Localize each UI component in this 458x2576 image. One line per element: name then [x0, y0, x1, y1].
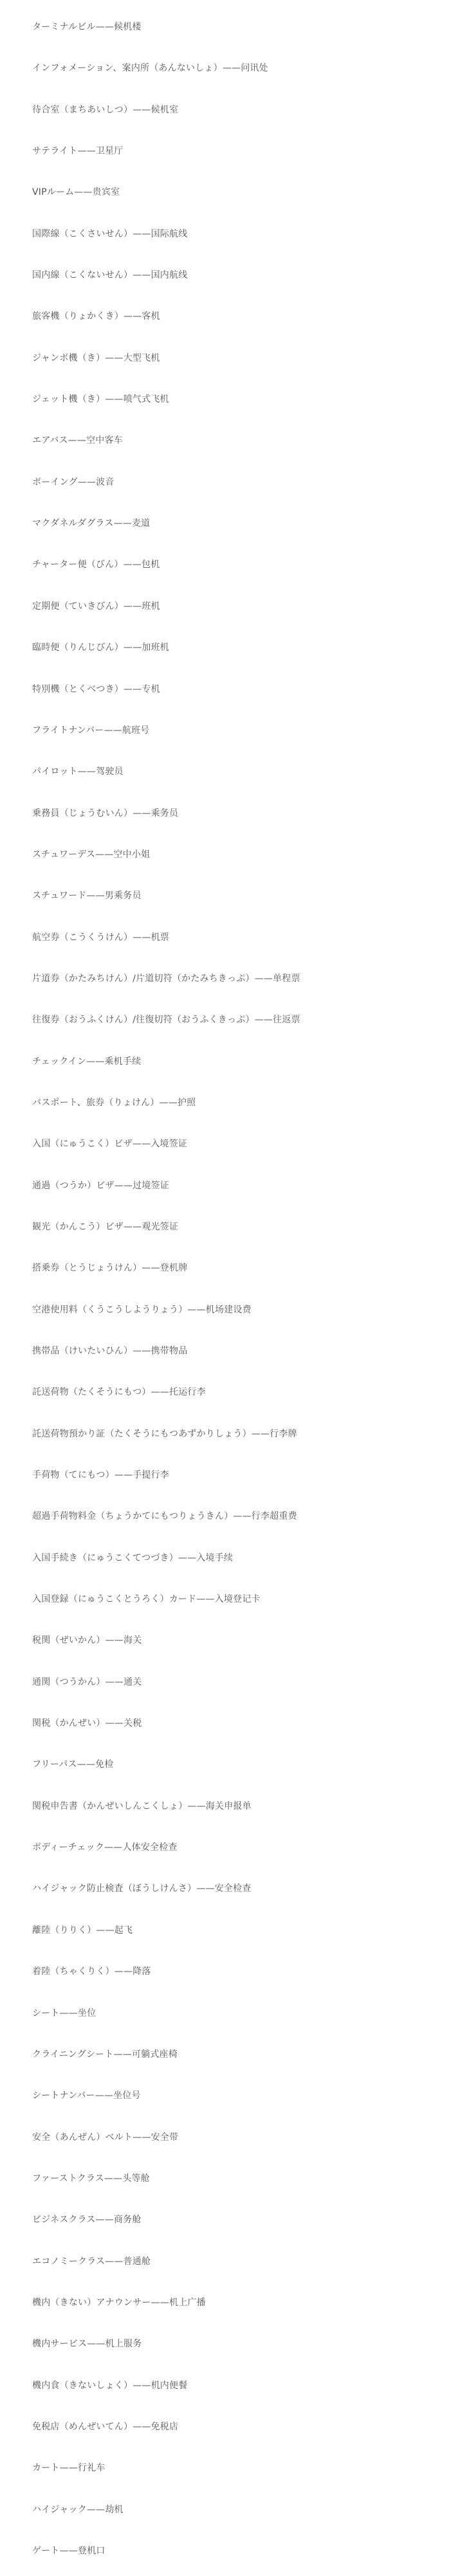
vocabulary-item: 乗務員（じょうむいん）——乘务员	[32, 808, 179, 819]
vocabulary-item: 国内線（こくないせん）——国内航线	[32, 270, 188, 281]
vocabulary-list	[32, 11, 445, 2576]
vocabulary-item: 入国登録（にゅうこくとうろく）カード——入境登记卡	[32, 1594, 261, 1605]
vocabulary-item: 通関（つうかん）——通关	[32, 1676, 142, 1687]
vocabulary-item: ビジネスクラス——商务舱	[32, 2215, 142, 2226]
vocabulary-item: ゲート——登机口	[32, 2545, 105, 2556]
vocabulary-item: 機内サービス——机上服务	[32, 2339, 142, 2350]
vocabulary-item: エアバス——空中客车	[32, 435, 123, 446]
vocabulary-item: 機内食（きないしょく）——机内便餐	[32, 2380, 188, 2391]
vocabulary-item: カート——行礼车	[32, 2463, 105, 2474]
vocabulary-item: 臨時便（りんじびん）——加班机	[32, 642, 169, 653]
vocabulary-item: 離陸（りりく）——起飞	[32, 1925, 133, 1936]
vocabulary-item: 航空券（こうくうけん）——机票	[32, 932, 169, 943]
vocabulary-item: フリーパス——免检	[32, 1759, 114, 1770]
vocabulary-item: クライニングシート——可躺式座椅	[32, 2049, 178, 2060]
vocabulary-item: 空港使用料（くうこうしようりょう）——机场建设费	[32, 1304, 252, 1315]
vocabulary-item: ファーストクラス——头等舱	[32, 2173, 150, 2184]
vocabulary-item: 機内（きない）アナウンサー——机上广播	[32, 2297, 206, 2308]
vocabulary-item: 安全（あんぜん）ベルト——安全带	[32, 2132, 179, 2143]
vocabulary-item: シート——坐位	[32, 2008, 96, 2018]
vocabulary-item: 関税（かんぜい）——关税	[32, 1718, 142, 1729]
vocabulary-item: 手荷物（てにもつ）——手提行李	[32, 1470, 169, 1481]
vocabulary-item: エコノミークラス——普通舱	[32, 2256, 151, 2267]
vocabulary-item: パイロット——驾驶员	[32, 766, 124, 777]
vocabulary-item: 特別機（とくべつき）——专机	[32, 684, 160, 694]
vocabulary-item: パスポート、旅券（りょけん）——护照	[32, 1097, 196, 1108]
vocabulary-item: 国際線（こくさいせん）——国际航线	[32, 228, 188, 239]
vocabulary-item: 着陸（ちゃくりく）——降落	[32, 1966, 151, 1977]
vocabulary-item: 入国（にゅうこく）ビザ——入境签证	[32, 1139, 188, 1150]
vocabulary-item: 税関（ぜいかん）——海关	[32, 1635, 142, 1646]
vocabulary-item: 携帯品（けいたいひん）——携带物品	[32, 1346, 188, 1356]
vocabulary-item: フライトナンバー——航班号	[32, 725, 150, 736]
vocabulary-item: 旅客機（りょかくき）——客机	[32, 311, 160, 322]
vocabulary-item: チェックイン——乘机手续	[32, 1056, 142, 1067]
vocabulary-item: ハイジャック——劫机	[32, 2504, 124, 2515]
vocabulary-item: VIPルーム——贵宾室	[32, 187, 120, 198]
vocabulary-item: 往復券（おうふくけん）/往復切符（おうふくきっぷ）——往返票	[32, 1015, 300, 1026]
vocabulary-item: インフォメーション、案内所（あんないしょ）——问讯处	[32, 63, 268, 74]
vocabulary-item: ジャンボ機（き）——大型飞机	[32, 352, 160, 363]
vocabulary-item: サテライト——卫星厅	[32, 146, 124, 157]
vocabulary-item: 片道券（かたみちけん）/片道切符（かたみちきっぷ）——单程票	[32, 973, 300, 984]
vocabulary-item: 免税店（めんぜいてん）——免税店	[32, 2421, 179, 2432]
vocabulary-item: シートナンバー——坐位号	[32, 2091, 141, 2101]
vocabulary-item: 入国手続き（にゅうこくてつづき）——入境手续	[32, 1552, 234, 1563]
vocabulary-item: スチュワーデス——空中小姐	[32, 849, 151, 860]
vocabulary-item: 待合室（まちあいしつ）——候机室	[32, 104, 179, 115]
vocabulary-item: ハイジャック防止検査（ぼうしけんさ）——安全检查	[32, 1883, 252, 1894]
vocabulary-item: ジェット機（き）——喷气式飞机	[32, 394, 169, 405]
vocabulary-item: 通過（つうか）ビザ——过境签证	[32, 1180, 169, 1191]
vocabulary-item: 定期便（ていきびん）——班机	[32, 601, 160, 612]
vocabulary-item: マクダネルダグラス——麦道	[32, 518, 151, 529]
vocabulary-item: 観光（かんこう）ビザ——观光签证	[32, 1221, 179, 1232]
vocabulary-item: ボーイング——波音	[32, 476, 114, 487]
vocabulary-item: 関税申告書（かんぜいしんこくしょ）——海关申报单	[32, 1800, 252, 1811]
vocabulary-item: 託送荷物（たくそうにもつ）——托运行李	[32, 1387, 206, 1398]
vocabulary-item: ボディーチェック——人体安全检查	[32, 1842, 178, 1853]
vocabulary-item: ターミナルビル——候机楼	[32, 22, 142, 32]
vocabulary-item: 託送荷物預かり証（たくそうにもつあずかりしょう）——行李牌	[32, 1428, 297, 1439]
vocabulary-item: 超過手荷物料金（ちょうかてにもつりょうきん）——行李超重费	[32, 1511, 297, 1522]
vocabulary-item: チャーター便（びん）——包机	[32, 559, 160, 570]
vocabulary-item: 搭乗券（とうじょうけん）——登机牌	[32, 1263, 188, 1274]
vocabulary-item: スチュワード——男乘务员	[32, 891, 142, 902]
